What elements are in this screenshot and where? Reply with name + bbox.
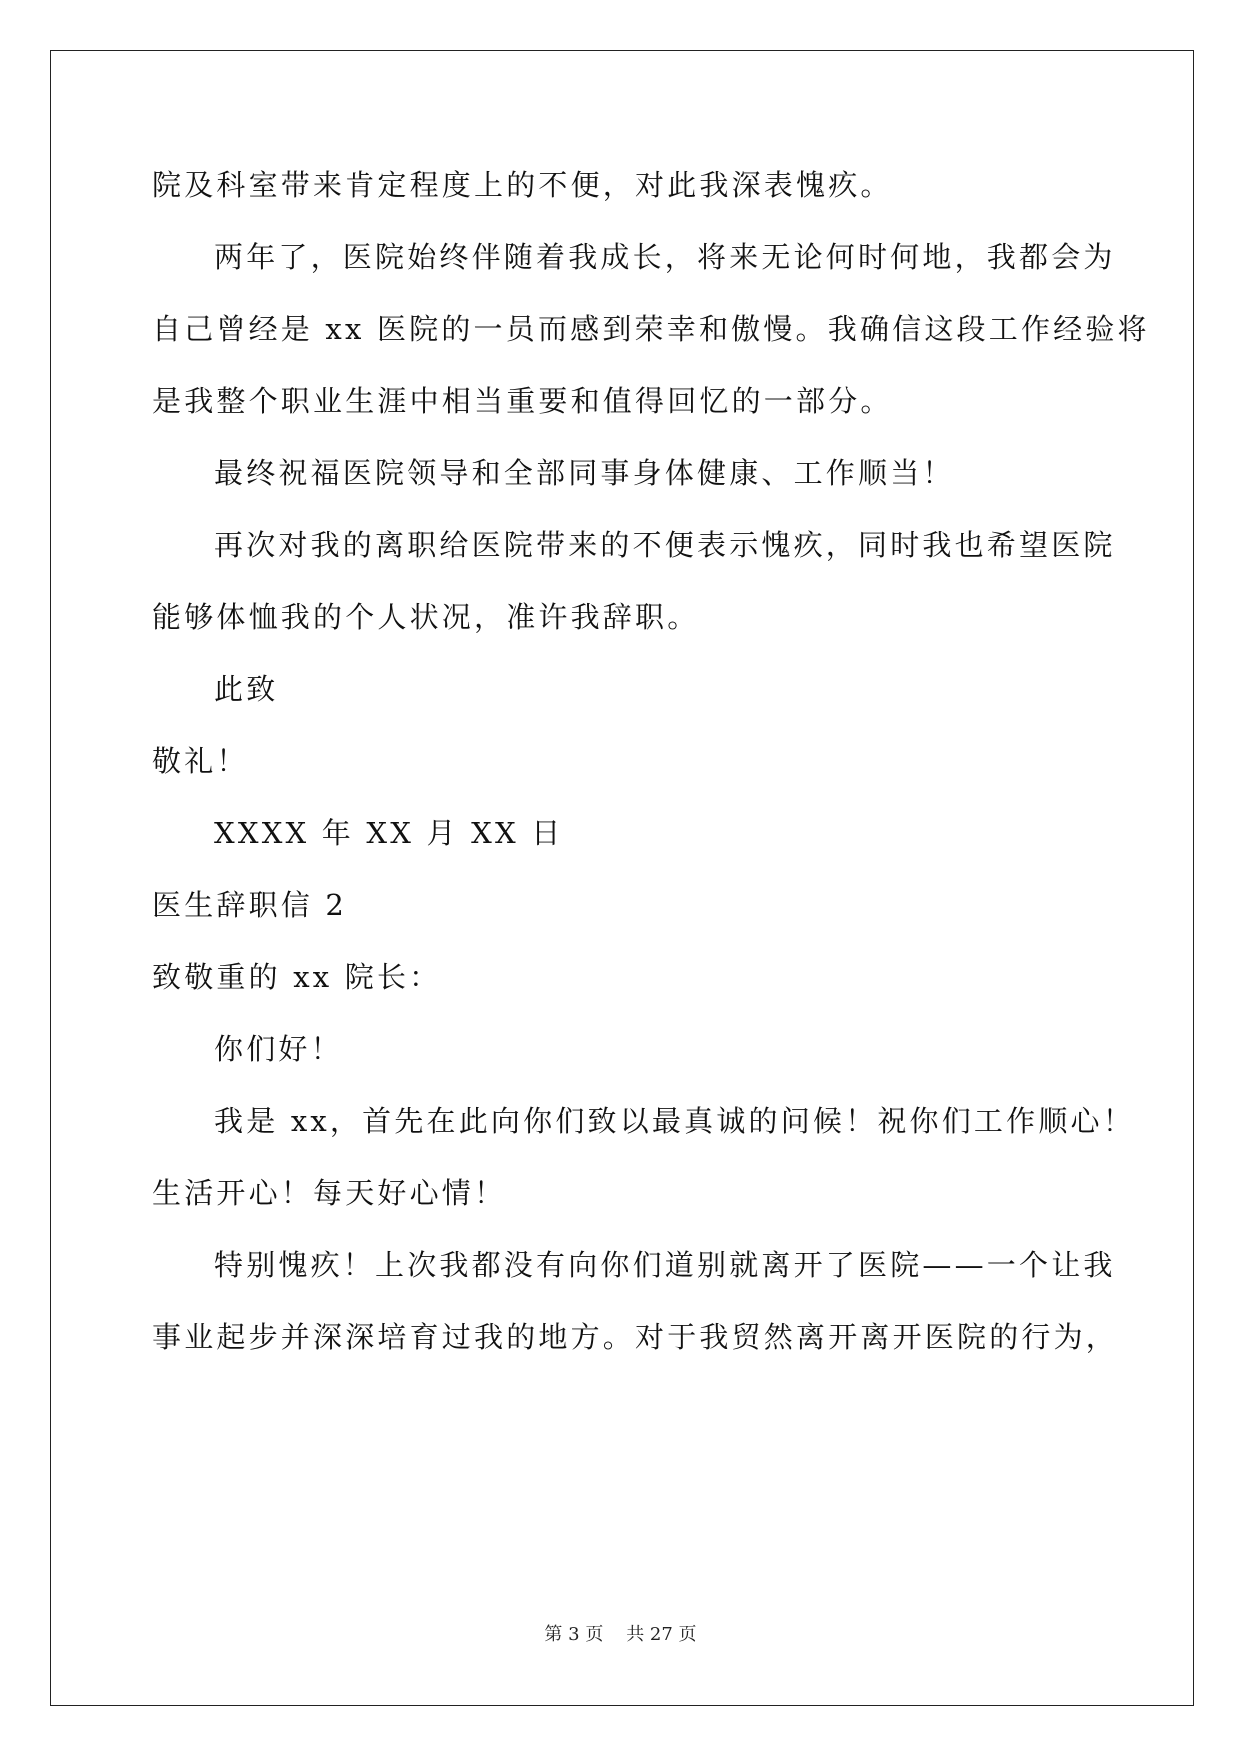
closing-salutation: 此致 <box>214 672 279 706</box>
closing-regards: 敬礼！ <box>152 744 249 778</box>
greeting: 你们好！ <box>214 1032 343 1066</box>
text-line: 院及科室带来肯定程度上的不便，对此我深表愧疚。 <box>152 168 893 202</box>
text-line: 两年了，医院始终伴随着我成长，将来无论何时何地，我都会为 <box>214 240 1116 274</box>
text-line: 特别愧疚！上次我都没有向你们道别就离开了医院——一个让我 <box>214 1248 1116 1282</box>
text-line: 能够体恤我的个人状况，准许我辞职。 <box>152 600 700 634</box>
text-line: 再次对我的离职给医院带来的不便表示愧疚，同时我也希望医院 <box>214 528 1116 562</box>
text-line: 我是 xx，首先在此向你们致以最真诚的问候！祝你们工作顺心！ <box>214 1104 1135 1138</box>
text-line: 是我整个职业生涯中相当重要和值得回忆的一部分。 <box>152 384 893 418</box>
page-number-footer: 第 3 页 共 27 页 <box>544 1624 697 1645</box>
greeting-recipient: 致敬重的 xx 院长： <box>152 960 442 994</box>
date-line: XXXX 年 XX 月 XX 日 <box>214 816 564 850</box>
text-line: 自己曾经是 xx 医院的一员而感到荣幸和傲慢。我确信这段工作经验将 <box>152 312 1150 346</box>
page-border <box>50 50 1194 1706</box>
text-line: 最终祝福医院领导和全部同事身体健康、工作顺当！ <box>214 456 955 490</box>
text-line: 事业起步并深深培育过我的地方。对于我贸然离开离开医院的行为， <box>152 1320 1119 1354</box>
section-title: 医生辞职信 2 <box>152 888 348 922</box>
text-line: 生活开心！每天好心情！ <box>152 1176 507 1210</box>
